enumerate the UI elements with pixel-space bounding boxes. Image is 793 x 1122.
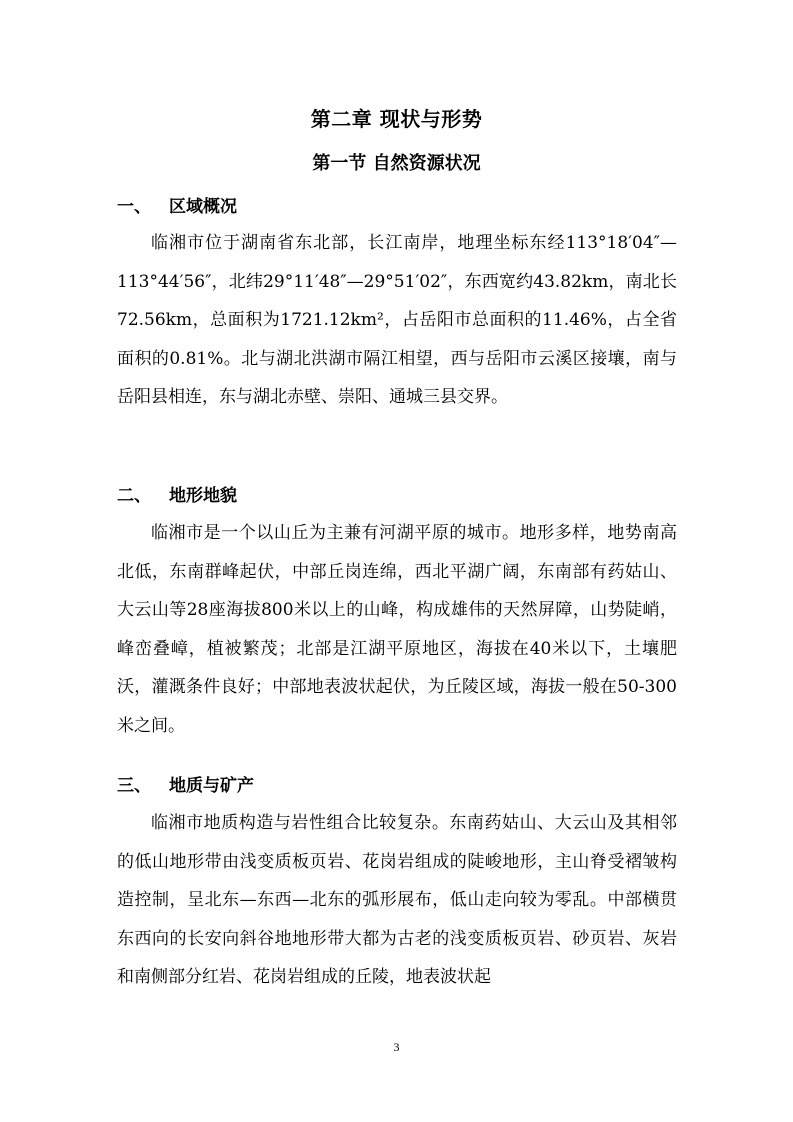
subsection-number: 一、 [117,197,151,217]
paragraph-geology-minerals: 临湘市地质构造与岩性组合比较复杂。东南药姑山、大云山及其相邻的低山地形带由浅变质板页岩、花岗岩组成的陡峻地形，主山脊受褶皱构造控制，呈北东—东西—北东的弧形展布，低山走向较为零乱。中部横贯东西向的长安向斜谷地地形带大都为古老的浅变质板页岩、砂页岩、灰岩和南侧部分红岩、花岗岩组成的丘陵，地表波状起 [117,813,677,987]
subsection-number: 三、 [117,776,151,796]
subsection-number: 二、 [117,486,151,506]
paragraph-landform: 临湘市是一个以山丘为主兼有河湖平原的城市。地形多样，地势南高北低，东南群峰起伏，中部丘岗连绵，西北平湖广阔，东南部有药姑山、大云山等28座海拔800米以上的山峰，构成雄伟的天然屏障，山势陡峭，峰峦叠嶂，植被繁茂；北部是江湖平原地区，海拔在40米以下，土壤肥沃，灌溉条件良好；中部地表波状起伏，为丘陵区域，海拔一般在50-300米之间。 [117,523,677,736]
paragraph-regional-overview: 临湘市位于湖南省东北部，长江南岸，地理坐标东经113°18′04″—113°44′56″，北纬29°11′48″—29°51′02″，东西宽约43.82km，南北长72.56km，总面积为1721.12km²，占岳阳市总面积的11.46%，占全省面积的0.81%。北与湖北洪湖市隔江相望，西与岳阳市云溪区接壤，南与岳阳县相连，东与湖北赤壁、崇阳、通城三县交界。 [117,233,677,407]
page-number: 3 [393,1040,400,1054]
subsection-heading-2 [117,481,237,506]
subsection-title: 区域概况 [169,197,237,217]
subsection-title: 地形地貌 [169,486,237,506]
subsection-heading-3 [117,771,254,796]
section-title: 第一节 自然资源状况 [312,153,481,174]
chapter-title: 第二章 现状与形势 [310,107,483,131]
subsection-title: 地质与矿产 [169,776,254,796]
subsection-heading-1 [117,192,237,217]
